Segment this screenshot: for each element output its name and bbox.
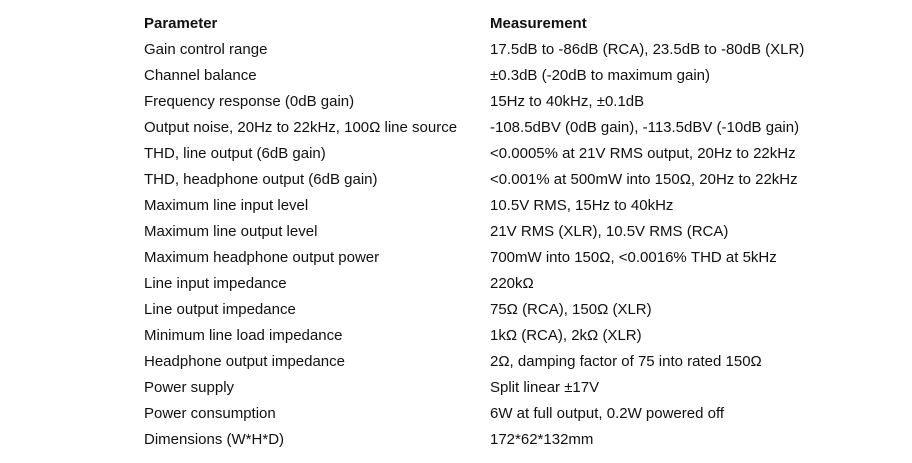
table-row: [144, 245, 850, 271]
parameter-cell: Line output impedance: [144, 301, 296, 318]
table-row: [144, 323, 850, 349]
table-row: [144, 141, 850, 167]
header-parameter: Parameter: [144, 15, 218, 32]
table-row: [144, 37, 850, 63]
table-row: [144, 427, 850, 453]
table-row: [144, 63, 850, 89]
parameter-cell: Gain control range: [144, 41, 268, 58]
parameter-cell: Headphone output impedance: [144, 353, 345, 370]
measurement-cell: 21V RMS (XLR), 10.5V RMS (RCA): [490, 223, 729, 240]
measurement-cell: 75Ω (RCA), 150Ω (XLR): [490, 301, 652, 318]
measurement-cell: 1kΩ (RCA), 2kΩ (XLR): [490, 327, 642, 344]
measurement-cell: ±0.3dB (-20dB to maximum gain): [490, 67, 710, 84]
parameter-cell: Power supply: [144, 379, 235, 396]
table-row: [144, 349, 850, 375]
parameter-cell: Frequency response (0dB gain): [144, 93, 355, 110]
table-row: [144, 401, 850, 427]
measurement-cell: 700mW into 150Ω, <0.0016% THD at 5kHz: [490, 249, 777, 266]
header-row: [144, 11, 850, 37]
parameter-cell: Output noise, 20Hz to 22kHz, 100Ω line source: [144, 119, 458, 136]
measurement-cell: 10.5V RMS, 15Hz to 40kHz: [490, 197, 674, 214]
measurement-cell: 2Ω, damping factor of 75 into rated 150Ω: [490, 353, 762, 370]
measurement-cell: 17.5dB to -86dB (RCA), 23.5dB to -80dB (XLR): [490, 41, 805, 58]
spec-table-body: [144, 37, 850, 453]
parameter-cell: Maximum headphone output power: [144, 249, 380, 266]
spec-table-header: [144, 11, 850, 37]
measurement-cell: <0.001% at 500mW into 150Ω, 20Hz to 22kHz: [490, 171, 798, 188]
parameter-cell: Minimum line load impedance: [144, 327, 343, 344]
parameter-cell: Maximum line input level: [144, 197, 309, 214]
parameter-cell: Dimensions (W*H*D): [144, 431, 285, 448]
table-row: [144, 193, 850, 219]
spec-table: [144, 11, 850, 453]
measurement-cell: 172*62*132mm: [490, 431, 594, 448]
measurement-cell: 15Hz to 40kHz, ±0.1dB: [490, 93, 645, 110]
parameter-cell: THD, headphone output (6dB gain): [144, 171, 378, 188]
table-row: [144, 115, 850, 141]
measurement-cell: -108.5dBV (0dB gain), -113.5dBV (-10dB gain): [490, 119, 800, 136]
measurement-cell: 220kΩ: [490, 275, 534, 292]
measurement-cell: 6W at full output, 0.2W powered off: [490, 405, 725, 422]
measurement-cell: Split linear ±17V: [490, 379, 600, 396]
header-measurement: Measurement: [490, 15, 587, 32]
table-row: [144, 167, 850, 193]
table-row: [144, 375, 850, 401]
table-row: [144, 89, 850, 115]
parameter-cell: Line input impedance: [144, 275, 287, 292]
table-row: [144, 297, 850, 323]
parameter-cell: Channel balance: [144, 67, 257, 84]
table-row: [144, 271, 850, 297]
parameter-cell: THD, line output (6dB gain): [144, 145, 326, 162]
table-row: [144, 219, 850, 245]
parameter-cell: Maximum line output level: [144, 223, 318, 240]
measurement-cell: <0.0005% at 21V RMS output, 20Hz to 22kHz: [490, 145, 796, 162]
parameter-cell: Power consumption: [144, 405, 276, 422]
